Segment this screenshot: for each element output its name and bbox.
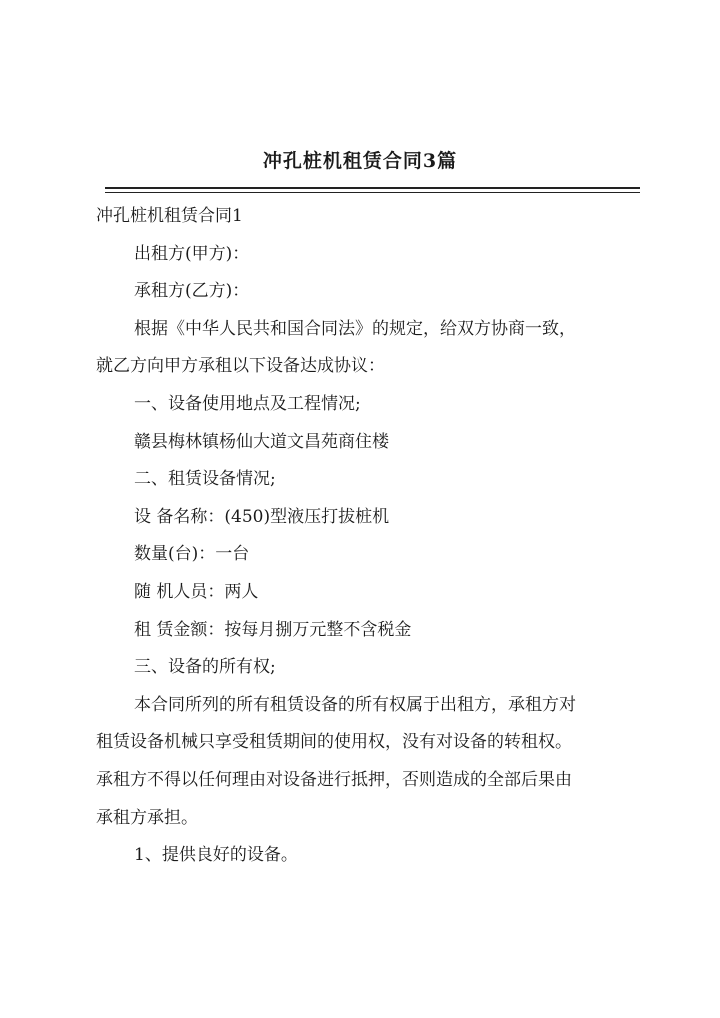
text-line: 冲孔桩机租赁合同1 (96, 206, 243, 226)
text-line: 承租方(乙方)： (134, 281, 250, 302)
text-line: 承租方承担。 (96, 807, 198, 828)
text-line: 设 备名称：(450)型液压打拔桩机 (134, 506, 390, 527)
text-line: 1、提供良好的设备。 (134, 845, 298, 866)
text-line: 随 机人员：两人 (134, 581, 259, 602)
text-line: 赣县梅林镇杨仙大道文昌苑商住楼 (134, 431, 389, 452)
text-line: 承租方不得以任何理由对设备进行抵押，否则造成的全部后果由 (96, 769, 572, 790)
text-line: 租 赁金额：按每月捌万元整不含税金 (134, 619, 412, 640)
text-line: 二、租赁设备情况; (134, 469, 276, 490)
title-rule-thin (105, 192, 640, 193)
text-line: 根据《中华人民共和国合同法》的规定，给双方协商一致， (134, 318, 576, 339)
text-line: 租赁设备机械只享受租赁期间的使用权，没有对设备的转租权。 (96, 732, 572, 753)
text-line: 就乙方向甲方承租以下设备达成协议： (96, 356, 385, 377)
title-rule-thick (105, 187, 640, 189)
document-title: 冲孔桩机租赁合同3篇 (262, 150, 458, 172)
text-line: 一、设备使用地点及工程情况; (134, 393, 361, 414)
document-body (96, 198, 644, 875)
text-line: 三、设备的所有权; (134, 657, 276, 678)
text-line: 数量(台)：一台 (134, 544, 250, 565)
text-line: 出租方(甲方)： (134, 243, 250, 264)
text-line: 本合同所列的所有租赁设备的所有权属于出租方，承租方对 (134, 694, 576, 715)
